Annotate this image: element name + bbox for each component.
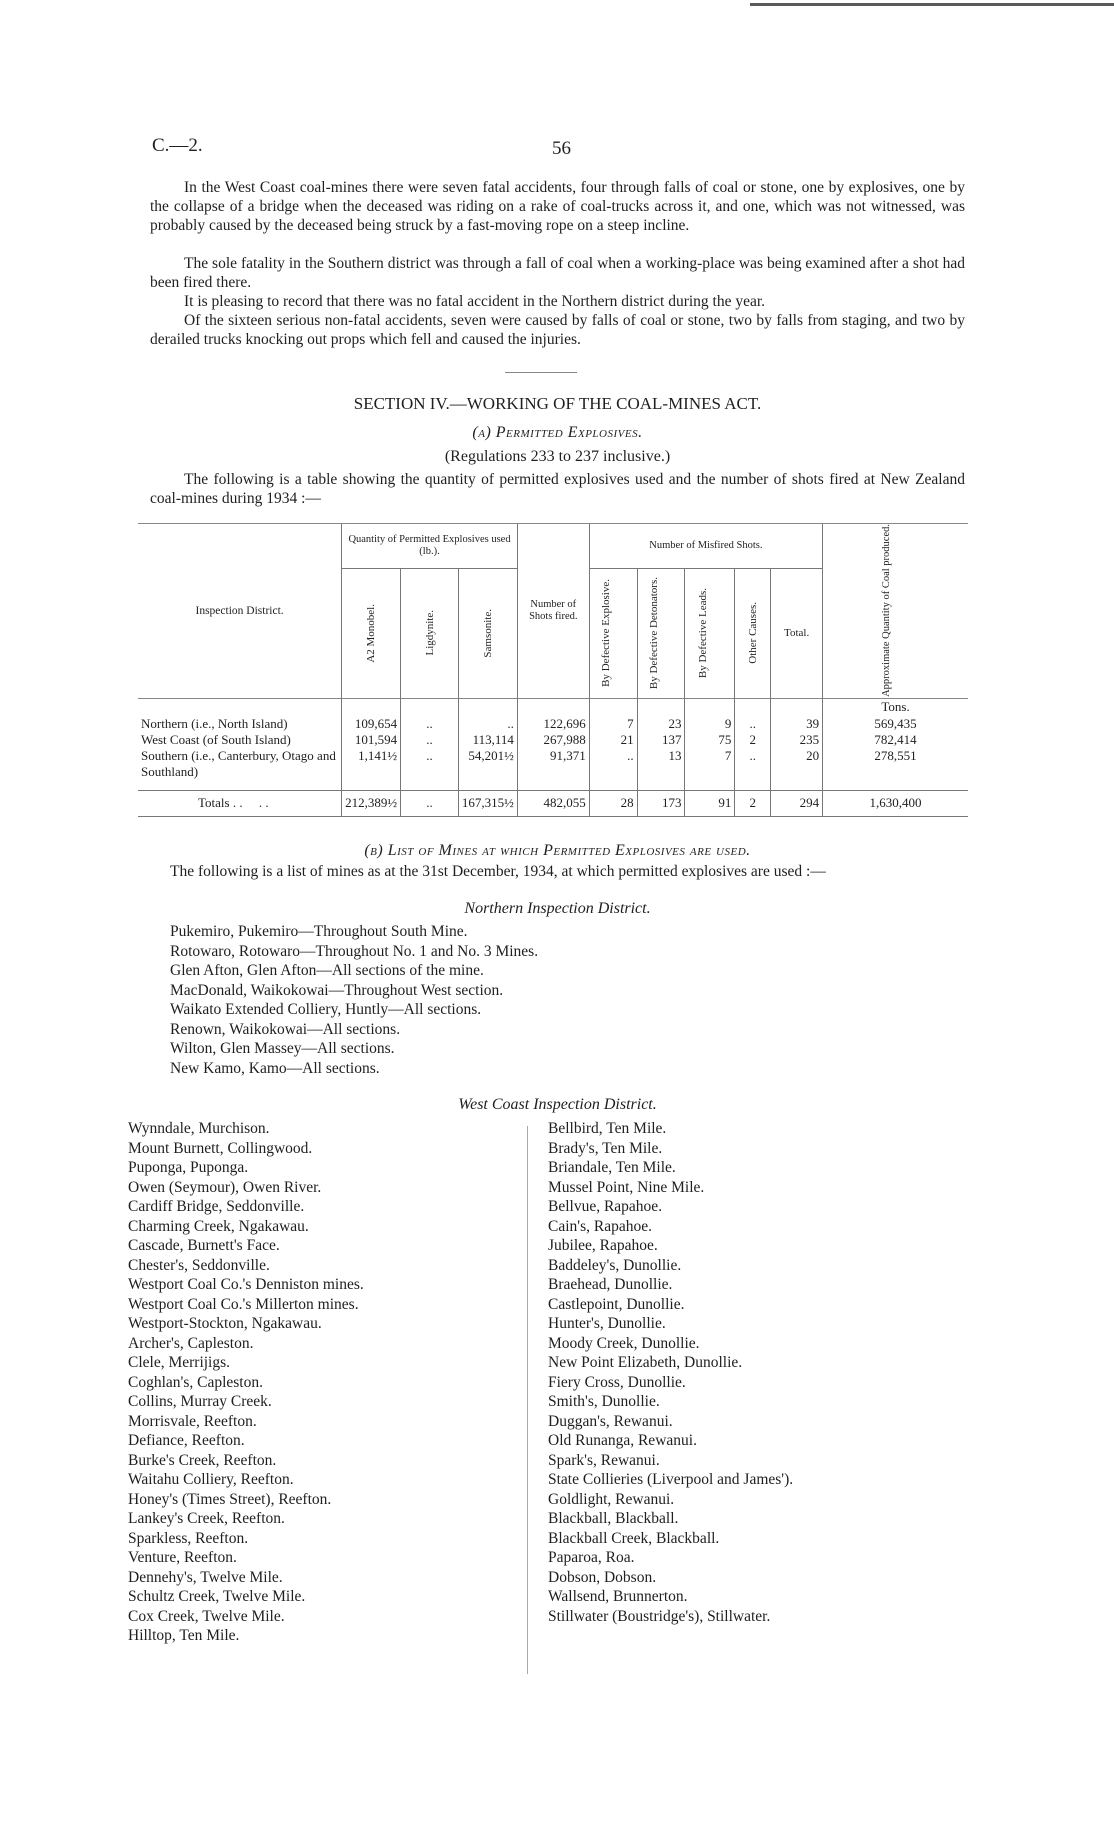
table-row	[138, 748, 968, 780]
list-item: Cascade, Burnett's Face.	[128, 1237, 280, 1254]
list-item: Wallsend, Brunnerton.	[548, 1588, 688, 1605]
list-item: Owen (Seymour), Owen River.	[128, 1178, 322, 1196]
list-item: Bellbird, Ten Mile.	[548, 1120, 667, 1137]
cell-a2: 1,141½	[342, 748, 401, 780]
list-item: Mount Burnett, Collingwood.	[128, 1139, 313, 1157]
list-item: Archer's, Capleston.	[128, 1334, 254, 1352]
total-sam: 167,315½	[458, 790, 517, 816]
list-item: MacDonald, Waikokowai—Throughout West section.	[170, 981, 504, 999]
list-item: Charming Creek, Ngakawau.	[128, 1217, 309, 1235]
list-item: Goldlight, Rewanui.	[548, 1490, 675, 1508]
paragraph-southern: The sole fatality in the Southern district was through a fall of coal when a working-place was being examined after a shot had been fired there.	[150, 255, 965, 291]
paragraph-northern: It is pleasing to record that there was no fatal accident in the Northern district during the year.	[184, 293, 766, 310]
list-item: Cain's, Rapahoe.	[548, 1217, 652, 1235]
header-coal-cell	[823, 524, 968, 698]
header-misfire-group: Number of Misfired Shots.	[589, 524, 822, 568]
list-item: Pukemiro, Pukemiro—Throughout South Mine.	[170, 923, 468, 940]
explosives-table	[138, 524, 968, 817]
document-reference: C.—2.	[152, 135, 203, 156]
list-item: Westport-Stockton, Ngakawau.	[128, 1315, 322, 1332]
page-number: 56	[552, 138, 571, 159]
header-defective-detonators: By Defective Detonators.	[648, 576, 661, 690]
cell-sam: ..	[458, 716, 517, 732]
list-item: Spark's, Rewanui.	[548, 1451, 660, 1469]
header-ligdynite: Ligdynite.	[423, 610, 436, 656]
total-exp: 28	[589, 790, 637, 816]
table-intro: The following is a table showing the quantity of permitted explosives used and the number of shots fired at New Zealand coal-mines during 1934 :—	[150, 471, 965, 507]
list-item: Waikato Extended Colliery, Huntly—All sections.	[170, 1001, 482, 1018]
list-item: Honey's (Times Street), Reefton.	[128, 1490, 332, 1508]
cell-other: ..	[735, 748, 771, 780]
list-item: Renown, Waikokowai—All sections.	[170, 1020, 401, 1038]
list-item: Wynndale, Murchison.	[128, 1120, 270, 1137]
list-item: Collins, Murray Creek.	[128, 1393, 272, 1410]
cell-a2: 109,654	[342, 716, 401, 732]
units-label: Tons.	[823, 698, 968, 716]
cell-lead: 9	[685, 716, 735, 732]
list-item: Paparoa, Roa.	[548, 1549, 635, 1566]
header-shots-fired: Number of Shots fired.	[517, 524, 589, 698]
total-shots: 482,055	[517, 790, 589, 816]
list-item: Jubilee, Rapahoe.	[548, 1237, 658, 1254]
list-item: Baddeley's, Dunollie.	[548, 1256, 682, 1274]
column-divider	[527, 1126, 528, 1674]
cell-lead: 7	[685, 748, 735, 780]
list-item: Brady's, Ten Mile.	[548, 1139, 663, 1157]
list-item: Duggan's, Rewanui.	[548, 1412, 673, 1430]
district-northern: Northern (i.e., North Island)	[141, 716, 288, 731]
subsection-b-title: (b) List of Mines at which Permitted Explosives are used.	[364, 842, 751, 859]
list-item: Smith's, Dunollie.	[548, 1393, 660, 1410]
total-total: 294	[771, 790, 823, 816]
list-item: Cox Creek, Twelve Mile.	[128, 1607, 285, 1625]
cell-total: 235	[771, 732, 823, 748]
total-lead: 91	[685, 790, 735, 816]
cell-exp: 21	[589, 732, 637, 748]
header-a2-monobel: A2 Monobel.	[365, 603, 378, 663]
list-item: Blackball, Blackball.	[548, 1510, 679, 1527]
list-item: Dennehy's, Twelve Mile.	[128, 1568, 283, 1586]
district-southern: Southern (i.e., Canterbury, Otago and Southland)	[141, 748, 336, 779]
list-item: Castlepoint, Dunollie.	[548, 1295, 685, 1313]
header-coal: Approximate Quantity of Coal produced.	[880, 524, 892, 698]
list-item: Dobson, Dobson.	[548, 1568, 657, 1586]
list-item: New Point Elizabeth, Dunollie.	[548, 1354, 743, 1371]
northern-district-title: Northern Inspection District.	[464, 900, 651, 917]
district-west-coast: West Coast (of South Island)	[141, 732, 291, 747]
regulations-note: (Regulations 233 to 237 inclusive.)	[444, 448, 671, 465]
list-item: Fiery Cross, Dunollie.	[548, 1373, 686, 1391]
header-total: Total.	[771, 568, 823, 698]
section-title: SECTION IV.—WORKING OF THE COAL-MINES ACT.	[353, 394, 762, 413]
header-district: Inspection District.	[195, 604, 284, 617]
short-divider	[505, 372, 577, 373]
cell-lig: ..	[401, 732, 459, 748]
cell-lig: ..	[401, 748, 459, 780]
cell-lig: ..	[401, 716, 459, 732]
list-item: Clele, Merrijigs.	[128, 1354, 231, 1371]
list-item: Waitahu Colliery, Reefton.	[128, 1471, 294, 1488]
cell-coal: 278,551	[823, 748, 968, 780]
west-coast-list-right	[548, 1119, 793, 1626]
list-item: Sparkless, Reefton.	[128, 1529, 249, 1547]
cell-total: 20	[771, 748, 823, 780]
cell-det: 23	[637, 716, 685, 732]
cell-coal: 569,435	[823, 716, 968, 732]
list-intro: The following is a list of mines as at the 31st December, 1934, at which permitted explosives are used :—	[170, 863, 826, 880]
total-other: 2	[735, 790, 771, 816]
list-item: Hunter's, Dunollie.	[548, 1315, 666, 1332]
list-item: Hilltop, Ten Mile.	[128, 1627, 240, 1644]
paragraph-west-coast: In the West Coast coal-mines there were seven fatal accidents, four through falls of coal or stone, one by explosives, one by the collapse of a bridge when the deceased was riding on a rake of coal-trucks across it, and one, which was not witnessed, was probably caused by the deceased being struck by a fast-moving rope on a steep incline.	[150, 179, 965, 234]
total-coal: 1,630,400	[823, 790, 968, 816]
list-item: Lankey's Creek, Reefton.	[128, 1510, 285, 1527]
cell-det: 13	[637, 748, 685, 780]
cell-coal: 782,414	[823, 732, 968, 748]
list-item: Cardiff Bridge, Seddonville.	[128, 1198, 305, 1215]
cell-sam: 113,114	[458, 732, 517, 748]
list-item: New Kamo, Kamo—All sections.	[170, 1059, 380, 1077]
header-defective-explosive: By Defective Explosive.	[600, 579, 613, 687]
list-item: Defiance, Reefton.	[128, 1432, 245, 1449]
cell-other: 2	[735, 732, 771, 748]
paragraph-non-fatal: Of the sixteen serious non-fatal accidents, seven were caused by falls of coal or stone, two by falls from staging, and two by derailed trucks knocking out props which fell and caused the injuries.	[150, 312, 965, 348]
table-row	[138, 732, 968, 748]
list-item: Mussel Point, Nine Mile.	[548, 1178, 705, 1196]
subsection-a-title: (a) Permitted Explosives.	[472, 424, 643, 441]
header-quantity-group: Quantity of Permitted Explosives used (lb.).	[342, 524, 518, 568]
list-item: Venture, Reefton.	[128, 1549, 237, 1566]
cell-lead: 75	[685, 732, 735, 748]
cell-det: 137	[637, 732, 685, 748]
list-item: Morrisvale, Reefton.	[128, 1412, 257, 1430]
total-det: 173	[637, 790, 685, 816]
total-a2: 212,389½	[342, 790, 401, 816]
list-item: Blackball Creek, Blackball.	[548, 1529, 720, 1547]
list-item: Wilton, Glen Massey—All sections.	[170, 1040, 395, 1057]
list-item: Stillwater (Boustridge's), Stillwater.	[548, 1607, 771, 1625]
list-item: Westport Coal Co.'s Denniston mines.	[128, 1276, 364, 1293]
cell-shots: 91,371	[517, 748, 589, 780]
northern-mines-list	[170, 922, 538, 1078]
header-other-causes: Other Causes.	[746, 602, 759, 664]
list-item: Burke's Creek, Reefton.	[128, 1451, 277, 1469]
cell-total: 39	[771, 716, 823, 732]
list-item: Westport Coal Co.'s Millerton mines.	[128, 1295, 359, 1313]
list-item: Coghlan's, Capleston.	[128, 1373, 263, 1391]
list-item: Chester's, Seddonville.	[128, 1256, 270, 1274]
list-item: Schultz Creek, Twelve Mile.	[128, 1588, 306, 1605]
west-coast-district-title: West Coast Inspection District.	[458, 1096, 657, 1113]
list-item: Old Runanga, Rewanui.	[548, 1432, 697, 1449]
list-item: Rotowaro, Rotowaro—Throughout No. 1 and No. 3 Mines.	[170, 942, 539, 960]
table-row	[138, 716, 968, 732]
list-item: Bellvue, Rapahoe.	[548, 1198, 663, 1215]
list-item: Briandale, Ten Mile.	[548, 1159, 676, 1176]
cell-a2: 101,594	[342, 732, 401, 748]
top-rule	[750, 3, 1114, 6]
cell-other: ..	[735, 716, 771, 732]
west-coast-list-left	[128, 1119, 364, 1646]
list-item: Braehead, Dunollie.	[548, 1276, 673, 1293]
list-item: Moody Creek, Dunollie.	[548, 1334, 700, 1352]
cell-shots: 267,988	[517, 732, 589, 748]
totals-row	[138, 790, 968, 816]
list-item: State Collieries (Liverpool and James').	[548, 1471, 794, 1488]
cell-shots: 122,696	[517, 716, 589, 732]
cell-sam: 54,201½	[458, 748, 517, 780]
total-lig: ..	[401, 790, 459, 816]
header-defective-leads: By Defective Leads.	[696, 587, 709, 679]
cell-exp: ..	[589, 748, 637, 780]
header-samsonite: Samsonite.	[481, 608, 494, 658]
list-item: Glen Afton, Glen Afton—All sections of the mine.	[170, 962, 484, 979]
list-item: Puponga, Puponga.	[128, 1159, 249, 1176]
cell-exp: 7	[589, 716, 637, 732]
totals-label: Totals . . . .	[198, 795, 269, 810]
